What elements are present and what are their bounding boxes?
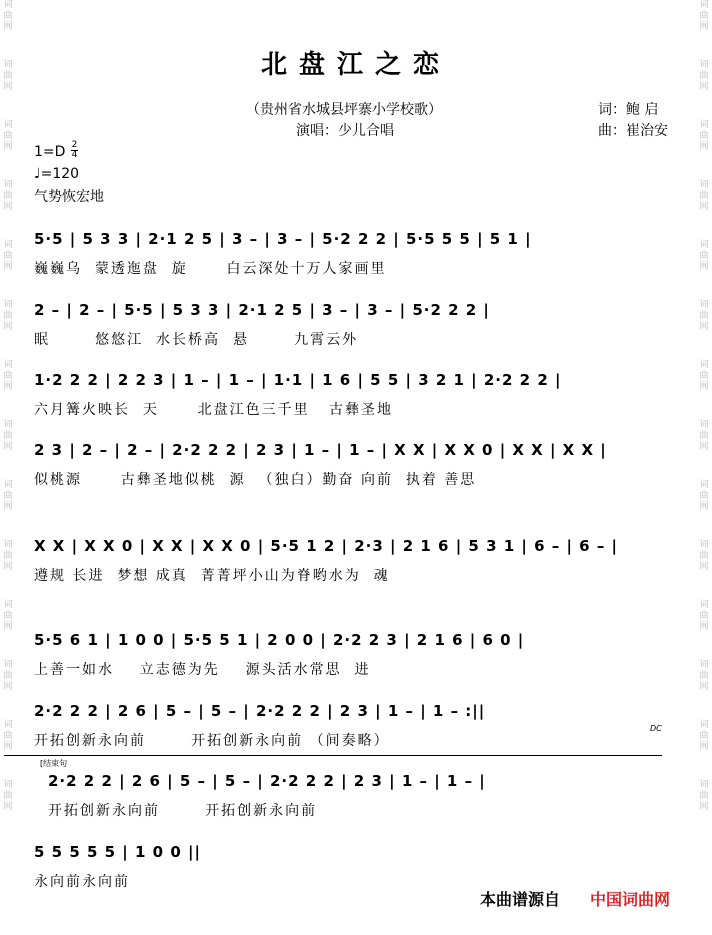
singer-credit: 演唱：少儿合唱 (296, 123, 394, 139)
time-signature (71, 141, 78, 160)
lyrics-line: 开拓创新永向前 开拓创新永向前 (48, 803, 318, 819)
right-watermark-column (697, 0, 711, 935)
key-signature: 1=D (34, 144, 66, 160)
watermark: 词曲网 (699, 720, 709, 752)
left-watermark-column (1, 0, 15, 935)
watermark: 词曲网 (699, 420, 709, 452)
notes-line: 5·5 | 5 3 3 | 2·1 2 5 | 3 – | 3 – | 5·2 2 2 | 5·5 5 5 | 5 1 | (34, 230, 532, 248)
time-signature-bottom: 4 (71, 150, 78, 160)
lyrics-line: 永向前永向前 (34, 874, 130, 890)
watermark: 词曲网 (699, 120, 709, 152)
lyrics-line: 六月篝火映长 天 北盘江色三千里 古彝圣地 (34, 402, 393, 418)
watermark: 词曲网 (3, 540, 13, 572)
source-site-link[interactable]: 中国词曲网 (590, 890, 671, 909)
tempo-marking: ♩=120 (34, 166, 80, 182)
notes-line: 5 5 5 5 5 | 1 0 0 || (34, 843, 201, 861)
watermark: 词曲网 (3, 420, 13, 452)
watermark: 词曲网 (3, 60, 13, 92)
lyricist-credit: 词：鲍 启 (598, 102, 659, 118)
watermark: 词曲网 (699, 60, 709, 92)
composer-credit: 曲：崔治安 (598, 123, 668, 139)
watermark: 词曲网 (3, 600, 13, 632)
lyrics-line: 巍巍乌 蒙透迤盘 旋 白云深处十万人家画里 (34, 261, 387, 277)
da-capo-mark: DC (650, 724, 662, 733)
ending-tag: [结束句 (40, 759, 68, 768)
watermark: 词曲网 (699, 780, 709, 812)
source-label: 本曲谱源自 (480, 890, 561, 909)
lyrics-line: 开拓创新永向前 开拓创新永向前 （间奏略） (34, 733, 390, 749)
notes-line: 5·5 6 1 | 1 0 0 | 5·5 5 1 | 2 0 0 | 2·2 2 3 | 2 1 6 | 6 0 | (34, 631, 525, 649)
watermark: 词曲网 (699, 300, 709, 332)
notes-line: 2·2 2 2 | 2 6 | 5 – | 5 – | 2·2 2 2 | 2 3 | 1 – | 1 – :|| (34, 702, 486, 720)
watermark: 词曲网 (699, 360, 709, 392)
watermark: 词曲网 (699, 180, 709, 212)
watermark: 词曲网 (3, 780, 13, 812)
watermark: 词曲网 (3, 300, 13, 332)
expression-marking: 气势恢宏地 (34, 189, 104, 205)
watermark: 词曲网 (3, 240, 13, 272)
notes-line: 2·2 2 2 | 2 6 | 5 – | 5 – | 2·2 2 2 | 2 3 | 1 – | 1 – | (48, 772, 486, 790)
watermark: 词曲网 (699, 600, 709, 632)
watermark: 词曲网 (699, 540, 709, 572)
lyrics-line: 似桃源 古彝圣地似桃 源 （独白）勤奋 向前 执着 善思 (34, 472, 477, 488)
lyrics-line: 遵规 长进 梦想 成真 菁菁坪小山为脊哟水为 魂 (34, 568, 390, 584)
notes-line: 2 – | 2 – | 5·5 | 5 3 3 | 2·1 2 5 | 3 – | 3 – | 5·2 2 2 | (34, 301, 490, 319)
notes-line: 1·2 2 2 | 2 2 3 | 1 – | 1 – | 1·1 | 1 6 | 5 5 | 3 2 1 | 2·2 2 2 | (34, 371, 562, 389)
watermark: 词曲网 (699, 660, 709, 692)
time-signature-top: 2 (71, 140, 78, 150)
notes-line: X X | X X 0 | X X | X X 0 | 5·5 1 2 | 2·3 | 2 1 6 | 5 3 1 | 6 – | 6 – | (34, 537, 619, 555)
notes-line: 2 3 | 2 – | 2 – | 2·2 2 2 | 2 3 | 1 – | 1 – | X X | X X 0 | X X | X X | (34, 441, 607, 459)
watermark: 词曲网 (3, 120, 13, 152)
watermark: 词曲网 (699, 480, 709, 512)
watermark: 词曲网 (3, 0, 13, 32)
watermark: 词曲网 (3, 720, 13, 752)
watermark: 词曲网 (3, 360, 13, 392)
ending-bracket-line (4, 755, 662, 756)
watermark: 词曲网 (699, 0, 709, 32)
song-subtitle: （贵州省水城县坪寨小学校歌） (246, 102, 442, 118)
watermark: 词曲网 (3, 660, 13, 692)
watermark: 词曲网 (3, 480, 13, 512)
lyrics-line: 眠 悠悠江 水长桥高 悬 九霄云外 (34, 332, 359, 348)
watermark: 词曲网 (3, 180, 13, 212)
song-title: 北盘江之恋 (260, 50, 451, 80)
watermark: 词曲网 (699, 240, 709, 272)
lyrics-line: 上善一如水 立志德为先 源头活水常思 进 (34, 662, 371, 678)
